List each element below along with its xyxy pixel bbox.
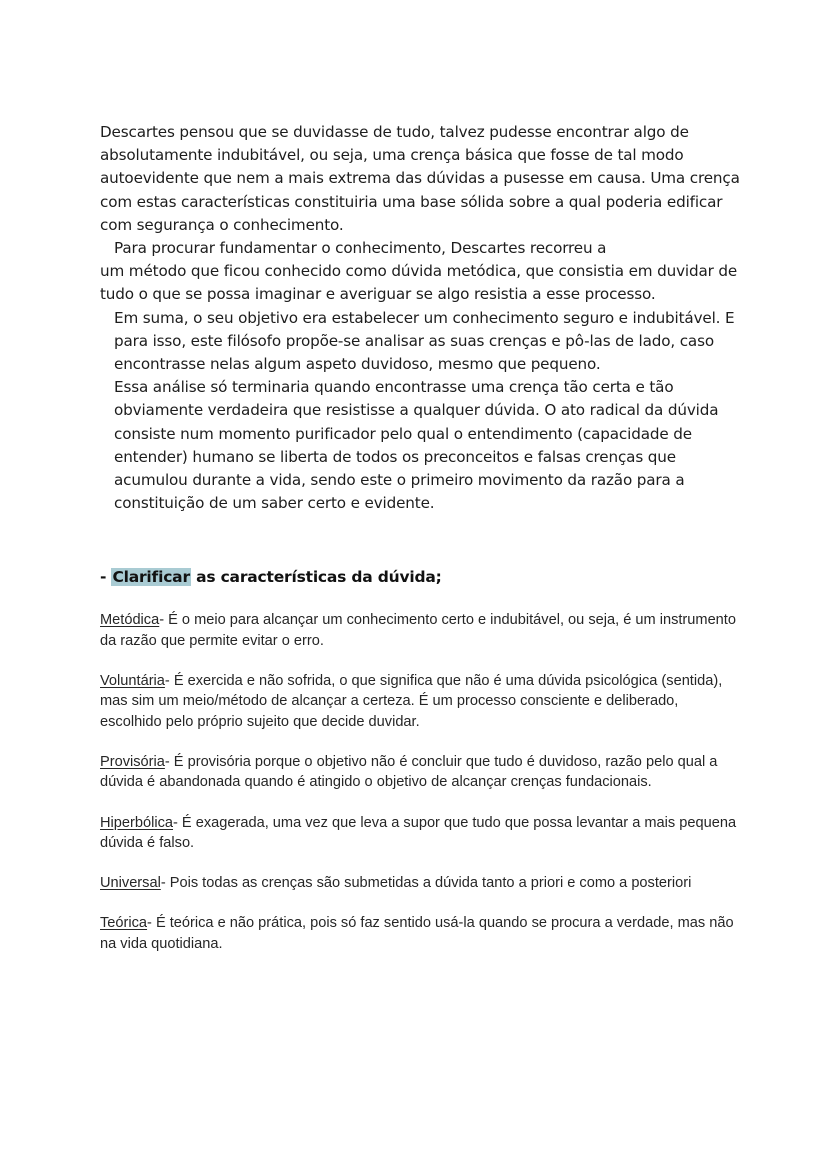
section-heading — [100, 566, 740, 588]
characteristic-text: - É exercida e não sofrida, o que significa que não é uma dúvida psicológica (sentida), mas sim um meio/método de alcançar a certeza. É um processo consciente e deliberado, escolhido pelo próprio sujeito que decide duvidar. — [100, 673, 723, 730]
characteristic-term: Universal — [100, 875, 161, 892]
characteristic-item — [100, 913, 740, 954]
characteristic-term: Metódica — [100, 612, 160, 629]
heading-prefix: - — [100, 568, 112, 587]
intro-section — [100, 121, 740, 515]
characteristic-term: Voluntária — [100, 673, 165, 690]
heading-rest: as características da dúvida; — [190, 568, 442, 587]
characteristic-item — [100, 873, 740, 893]
intro-paragraph: Essa análise só terminaria quando encontrasse uma crença tão certa e tão obviamente verdadeira que resistisse a qualquer dúvida. O ato radical da dúvida consiste num momento purificador pelo qual o entendimento (capacidade de entender) humano se liberta de todos os preconceitos e falsas crenças que acumulou durante a vida, sendo este o primeiro movimento da razão para a constituição de um saber certo e evidente. — [114, 378, 719, 513]
characteristic-term: Hiperbólica — [100, 814, 174, 831]
highlighted-word[interactable]: Clarificar — [112, 568, 190, 587]
intro-paragraph: Em suma, o seu objetivo era estabelecer um conhecimento seguro e indubitável. E para isso, este filósofo propõe-se analisar as suas crenças e pô-las de lado, caso encontrasse nelas algum aspeto duvidoso, mesmo que pequeno. — [114, 308, 735, 374]
characteristic-item — [100, 671, 740, 732]
characteristic-text: - É exagerada, uma vez que leva a supor que tudo que possa levantar a mais pequena dúvida é falso. — [100, 814, 737, 851]
characteristic-term: Teórica — [100, 915, 148, 932]
characteristic-item — [100, 813, 740, 854]
document-page — [100, 121, 740, 974]
intro-paragraph: Descartes pensou que se duvidasse de tudo, talvez pudesse encontrar algo de absolutamente indubitável, ou seja, uma crença básica que fosse de tal modo autoevidente que nem a mais extrema das dúvidas a pusesse em causa. Uma crença com estas características constituiria uma base sólida sobre a qual poderia edificar com segurança o conhecimento. — [100, 123, 740, 234]
characteristic-term: Provisória — [100, 753, 165, 770]
characteristics-list — [100, 610, 740, 954]
characteristic-text: - É provisória porque o objetivo não é concluir que tudo é duvidoso, razão pelo qual a dúvida é abandonada quando é atingido o objetivo de alcançar crenças fundacionais. — [100, 753, 718, 791]
intro-paragraph: Para procurar fundamentar o conhecimento, Descartes recorreu a — [114, 239, 607, 258]
characteristic-item — [100, 610, 740, 651]
characteristic-item — [100, 752, 740, 793]
intro-paragraph: um método que ficou conhecido como dúvida metódica, que consistia em duvidar de tudo o que se possa imaginar e averiguar se algo resistia a esse processo. — [100, 262, 738, 304]
characteristic-text: - É o meio para alcançar um conhecimento certo e indubitável, ou seja, é um instrumento da razão que permite evitar o erro. — [100, 612, 736, 649]
characteristic-text: - É teórica e não prática, pois só faz sentido usá-la quando se procura a verdade, mas não na vida quotidiana. — [100, 915, 734, 952]
characteristic-text: - Pois todas as crenças são submetidas a dúvida tanto a priori e como a posteriori — [160, 875, 692, 892]
